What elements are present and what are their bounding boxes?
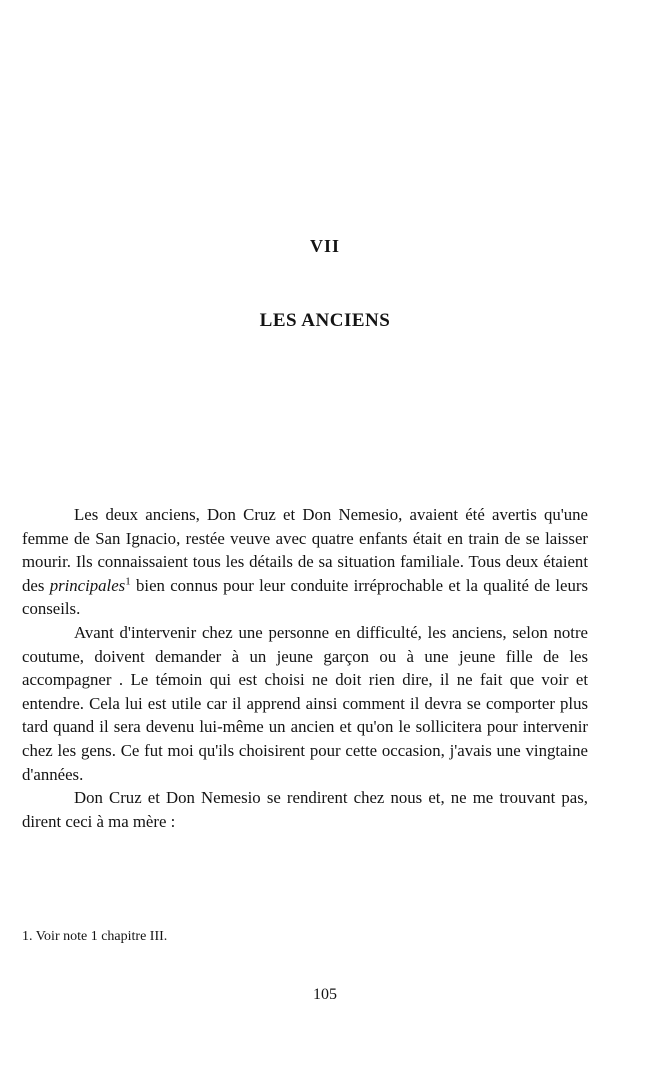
footnote-marker: 1 bbox=[125, 575, 131, 588]
body-text bbox=[22, 503, 588, 833]
paragraph-text: Don Cruz et Don Nemesio se rendirent chez nous et, ne me trouvant pas, dirent ceci à ma mère : bbox=[22, 788, 588, 831]
footnote: 1. Voir note 1 chapitre III. bbox=[22, 929, 168, 944]
paragraph-text: Les deux anciens, Don Cruz et Don Nemesio, avaient été avertis qu'une femme de San Ignacio, restée veuve avec quatre enfants était en train de se laisser mourir. Ils connaissaient tous les détails de sa situation familiale. Tous deux étaient des bbox=[22, 505, 588, 595]
paragraph bbox=[22, 786, 588, 833]
paragraph-text: Avant d'intervenir chez une personne en difficulté, les anciens, selon notre coutume, doivent demander à un jeune garçon ou à une jeune fille de les accompagner . Le témoin qui est choisi ne doit rien dire, il ne fait que voir et entendre. Cela lui est utile car il apprend ainsi comment il devra se comporter plus tard quand il sera devenu lui-même un ancien et qu'on le sollicitera pour intervenir chez les gens. Ce fut moi qu'ils choisirent pour cette occasion, j'avais une vingtaine d'années. bbox=[22, 622, 588, 784]
paragraph bbox=[22, 503, 588, 621]
chapter-title: LES ANCIENS bbox=[259, 310, 391, 331]
paragraph-text: bien connus pour leur conduite irréprochable et la qualité de leurs conseils. bbox=[22, 575, 588, 619]
paragraph bbox=[22, 621, 588, 786]
page-number: 105 bbox=[313, 986, 337, 1003]
chapter-number: VII bbox=[309, 236, 340, 256]
italic-term: principales bbox=[49, 575, 126, 595]
